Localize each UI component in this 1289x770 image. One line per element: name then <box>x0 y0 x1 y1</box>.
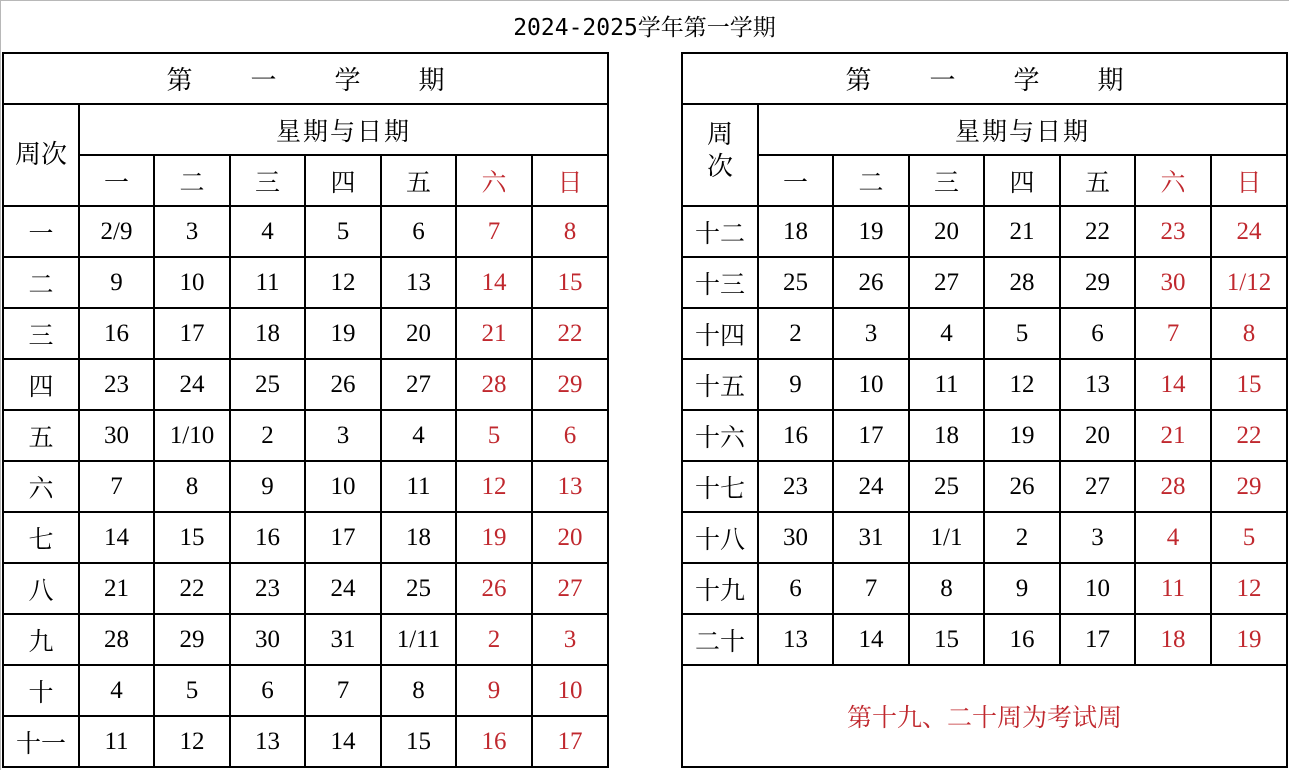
week-number: 四 <box>3 359 79 410</box>
date-cell: 15 <box>909 614 984 665</box>
date-cell: 23 <box>79 359 154 410</box>
week-column-header-char: 周 <box>706 120 733 149</box>
date-cell: 28 <box>456 359 532 410</box>
week-column-header <box>682 104 758 206</box>
date-cell: 17 <box>1060 614 1135 665</box>
date-cell: 12 <box>1211 563 1287 614</box>
date-cell: 7 <box>1135 308 1211 359</box>
date-cell: 21 <box>984 206 1060 257</box>
date-cell: 7 <box>833 563 909 614</box>
date-cell: 30 <box>230 614 305 665</box>
date-cell: 28 <box>1135 461 1211 512</box>
date-cell: 10 <box>1060 563 1135 614</box>
week-number: 十 <box>3 665 79 716</box>
date-cell: 14 <box>456 257 532 308</box>
date-cell: 26 <box>833 257 909 308</box>
date-cell: 10 <box>305 461 381 512</box>
date-cell: 22 <box>1211 410 1287 461</box>
date-cell: 17 <box>154 308 230 359</box>
week-number: 十七 <box>682 461 758 512</box>
term-header-char: 第 <box>166 66 193 95</box>
week-number: 十一 <box>3 716 79 767</box>
date-cell: 1/1 <box>909 512 984 563</box>
date-cell: 8 <box>154 461 230 512</box>
week-row <box>682 359 1287 410</box>
term-header-row <box>682 53 1287 104</box>
date-cell: 8 <box>381 665 456 716</box>
date-cell: 19 <box>456 512 532 563</box>
date-cell: 3 <box>532 614 608 665</box>
date-cell: 6 <box>230 665 305 716</box>
date-cell: 7 <box>456 206 532 257</box>
week-number: 二十 <box>682 614 758 665</box>
date-cell: 16 <box>79 308 154 359</box>
date-cell: 30 <box>758 512 833 563</box>
date-cell: 16 <box>758 410 833 461</box>
date-cell: 19 <box>1211 614 1287 665</box>
date-cell: 13 <box>1060 359 1135 410</box>
date-cell: 9 <box>230 461 305 512</box>
date-cell: 31 <box>833 512 909 563</box>
date-cell: 17 <box>833 410 909 461</box>
date-cell: 19 <box>984 410 1060 461</box>
date-cell: 26 <box>305 359 381 410</box>
week-row <box>682 614 1287 665</box>
date-cell: 14 <box>1135 359 1211 410</box>
date-cell: 1/11 <box>381 614 456 665</box>
date-cell: 14 <box>305 716 381 767</box>
date-cell: 2/9 <box>79 206 154 257</box>
week-number: 三 <box>3 308 79 359</box>
week-row <box>3 614 608 665</box>
date-cell: 22 <box>1060 206 1135 257</box>
date-cell: 15 <box>154 512 230 563</box>
week-number: 十八 <box>682 512 758 563</box>
date-cell: 20 <box>381 308 456 359</box>
weekday-label: 四 <box>984 155 1060 206</box>
date-cell: 12 <box>305 257 381 308</box>
date-cell: 1/12 <box>1211 257 1287 308</box>
date-cell: 29 <box>1060 257 1135 308</box>
week-number: 二 <box>3 257 79 308</box>
calendar-table-left <box>2 52 609 768</box>
week-row <box>3 359 608 410</box>
date-cell: 11 <box>230 257 305 308</box>
date-cell: 13 <box>381 257 456 308</box>
date-cell: 4 <box>1135 512 1211 563</box>
days-header-row <box>3 104 608 155</box>
date-cell: 24 <box>154 359 230 410</box>
week-row <box>682 410 1287 461</box>
date-cell: 29 <box>532 359 608 410</box>
date-cell: 9 <box>456 665 532 716</box>
week-row <box>3 512 608 563</box>
calendar-table-right <box>681 52 1288 768</box>
week-row <box>682 257 1287 308</box>
week-row <box>3 461 608 512</box>
date-cell: 8 <box>909 563 984 614</box>
date-cell: 12 <box>154 716 230 767</box>
date-cell: 27 <box>1060 461 1135 512</box>
date-cell: 2 <box>758 308 833 359</box>
date-cell: 23 <box>230 563 305 614</box>
week-row <box>3 716 608 767</box>
date-cell: 9 <box>758 359 833 410</box>
week-number: 十六 <box>682 410 758 461</box>
date-cell: 16 <box>984 614 1060 665</box>
date-cell: 20 <box>1060 410 1135 461</box>
date-cell: 6 <box>381 206 456 257</box>
date-cell: 27 <box>532 563 608 614</box>
date-cell: 4 <box>230 206 305 257</box>
weekday-label: 三 <box>230 155 305 206</box>
weekday-label: 日 <box>532 155 608 206</box>
date-cell: 21 <box>1135 410 1211 461</box>
date-cell: 4 <box>381 410 456 461</box>
note-row <box>682 665 1287 767</box>
date-cell: 22 <box>154 563 230 614</box>
weekday-label: 三 <box>909 155 984 206</box>
date-cell: 7 <box>305 665 381 716</box>
date-cell: 24 <box>305 563 381 614</box>
date-cell: 11 <box>909 359 984 410</box>
date-cell: 3 <box>833 308 909 359</box>
date-cell: 10 <box>833 359 909 410</box>
week-number: 五 <box>3 410 79 461</box>
date-cell: 5 <box>305 206 381 257</box>
term-header-char: 第 <box>845 66 872 95</box>
date-cell: 21 <box>456 308 532 359</box>
date-cell: 28 <box>984 257 1060 308</box>
term-header-char: 期 <box>418 66 445 95</box>
week-row <box>3 563 608 614</box>
date-cell: 2 <box>230 410 305 461</box>
date-cell: 6 <box>758 563 833 614</box>
week-number: 十九 <box>682 563 758 614</box>
date-cell: 18 <box>758 206 833 257</box>
date-cell: 4 <box>909 308 984 359</box>
date-cell: 30 <box>79 410 154 461</box>
date-cell: 13 <box>532 461 608 512</box>
week-row <box>3 410 608 461</box>
date-cell: 25 <box>758 257 833 308</box>
week-row <box>3 665 608 716</box>
date-cell: 24 <box>1211 206 1287 257</box>
term-header <box>3 53 608 104</box>
weekday-label: 二 <box>154 155 230 206</box>
date-cell: 3 <box>154 206 230 257</box>
date-cell: 8 <box>532 206 608 257</box>
date-cell: 22 <box>532 308 608 359</box>
date-cell: 7 <box>79 461 154 512</box>
date-cell: 20 <box>532 512 608 563</box>
days-header: 星期与日期 <box>758 104 1287 155</box>
weekday-label: 四 <box>305 155 381 206</box>
date-cell: 11 <box>1135 563 1211 614</box>
week-number: 一 <box>3 206 79 257</box>
week-row <box>3 257 608 308</box>
date-cell: 10 <box>154 257 230 308</box>
date-cell: 31 <box>305 614 381 665</box>
weekday-label: 一 <box>79 155 154 206</box>
date-cell: 5 <box>154 665 230 716</box>
weekday-label: 一 <box>758 155 833 206</box>
weekday-label: 日 <box>1211 155 1287 206</box>
weekday-label: 六 <box>1135 155 1211 206</box>
date-cell: 5 <box>984 308 1060 359</box>
date-cell: 5 <box>456 410 532 461</box>
date-cell: 25 <box>909 461 984 512</box>
date-cell: 5 <box>1211 512 1287 563</box>
weekday-label: 二 <box>833 155 909 206</box>
date-cell: 12 <box>984 359 1060 410</box>
weekday-row <box>682 155 1287 206</box>
week-number: 十二 <box>682 206 758 257</box>
page-title: 2024-2025学年第一学期 <box>513 15 776 41</box>
week-row <box>682 461 1287 512</box>
week-column-header: 周次 <box>3 104 79 206</box>
date-cell: 13 <box>758 614 833 665</box>
date-cell: 11 <box>381 461 456 512</box>
date-cell: 15 <box>1211 359 1287 410</box>
date-cell: 17 <box>532 716 608 767</box>
date-cell: 24 <box>833 461 909 512</box>
date-cell: 3 <box>305 410 381 461</box>
term-header-char: 一 <box>250 66 277 95</box>
days-header: 星期与日期 <box>79 104 608 155</box>
date-cell: 12 <box>456 461 532 512</box>
date-cell: 25 <box>230 359 305 410</box>
date-cell: 6 <box>1060 308 1135 359</box>
date-cell: 21 <box>79 563 154 614</box>
date-cell: 20 <box>909 206 984 257</box>
date-cell: 27 <box>909 257 984 308</box>
week-number: 十四 <box>682 308 758 359</box>
date-cell: 25 <box>381 563 456 614</box>
date-cell: 15 <box>532 257 608 308</box>
date-cell: 1/10 <box>154 410 230 461</box>
date-cell: 26 <box>456 563 532 614</box>
week-row <box>3 206 608 257</box>
week-column-header-char: 次 <box>706 152 733 181</box>
date-cell: 11 <box>79 716 154 767</box>
date-cell: 23 <box>758 461 833 512</box>
week-row <box>3 308 608 359</box>
week-number: 九 <box>3 614 79 665</box>
week-number: 十五 <box>682 359 758 410</box>
term-header-char: 期 <box>1097 66 1124 95</box>
date-cell: 26 <box>984 461 1060 512</box>
date-cell: 6 <box>532 410 608 461</box>
date-cell: 29 <box>154 614 230 665</box>
week-number: 十三 <box>682 257 758 308</box>
term-header-char: 学 <box>1013 66 1040 95</box>
date-cell: 8 <box>1211 308 1287 359</box>
date-cell: 4 <box>79 665 154 716</box>
date-cell: 18 <box>909 410 984 461</box>
date-cell: 18 <box>381 512 456 563</box>
date-cell: 13 <box>230 716 305 767</box>
week-number: 七 <box>3 512 79 563</box>
term-header <box>682 53 1287 104</box>
date-cell: 17 <box>305 512 381 563</box>
date-cell: 27 <box>381 359 456 410</box>
date-cell: 18 <box>230 308 305 359</box>
date-cell: 10 <box>532 665 608 716</box>
week-row <box>682 308 1287 359</box>
date-cell: 3 <box>1060 512 1135 563</box>
date-cell: 29 <box>1211 461 1287 512</box>
date-cell: 9 <box>984 563 1060 614</box>
term-header-row <box>3 53 608 104</box>
term-header-char: 一 <box>929 66 956 95</box>
date-cell: 2 <box>456 614 532 665</box>
week-number: 八 <box>3 563 79 614</box>
weekday-label: 五 <box>1060 155 1135 206</box>
date-cell: 19 <box>305 308 381 359</box>
weekday-label: 五 <box>381 155 456 206</box>
weekday-row <box>3 155 608 206</box>
date-cell: 18 <box>1135 614 1211 665</box>
date-cell: 30 <box>1135 257 1211 308</box>
week-number: 六 <box>3 461 79 512</box>
date-cell: 16 <box>456 716 532 767</box>
date-cell: 28 <box>79 614 154 665</box>
date-cell: 19 <box>833 206 909 257</box>
date-cell: 14 <box>833 614 909 665</box>
weekday-label: 六 <box>456 155 532 206</box>
week-row <box>682 563 1287 614</box>
date-cell: 9 <box>79 257 154 308</box>
days-header-row <box>682 104 1287 155</box>
date-cell: 23 <box>1135 206 1211 257</box>
date-cell: 14 <box>79 512 154 563</box>
date-cell: 16 <box>230 512 305 563</box>
date-cell: 2 <box>984 512 1060 563</box>
date-cell: 15 <box>381 716 456 767</box>
term-header-char: 学 <box>334 66 361 95</box>
week-row <box>682 206 1287 257</box>
week-row <box>682 512 1287 563</box>
exam-week-note: 第十九、二十周为考试周 <box>682 665 1287 767</box>
